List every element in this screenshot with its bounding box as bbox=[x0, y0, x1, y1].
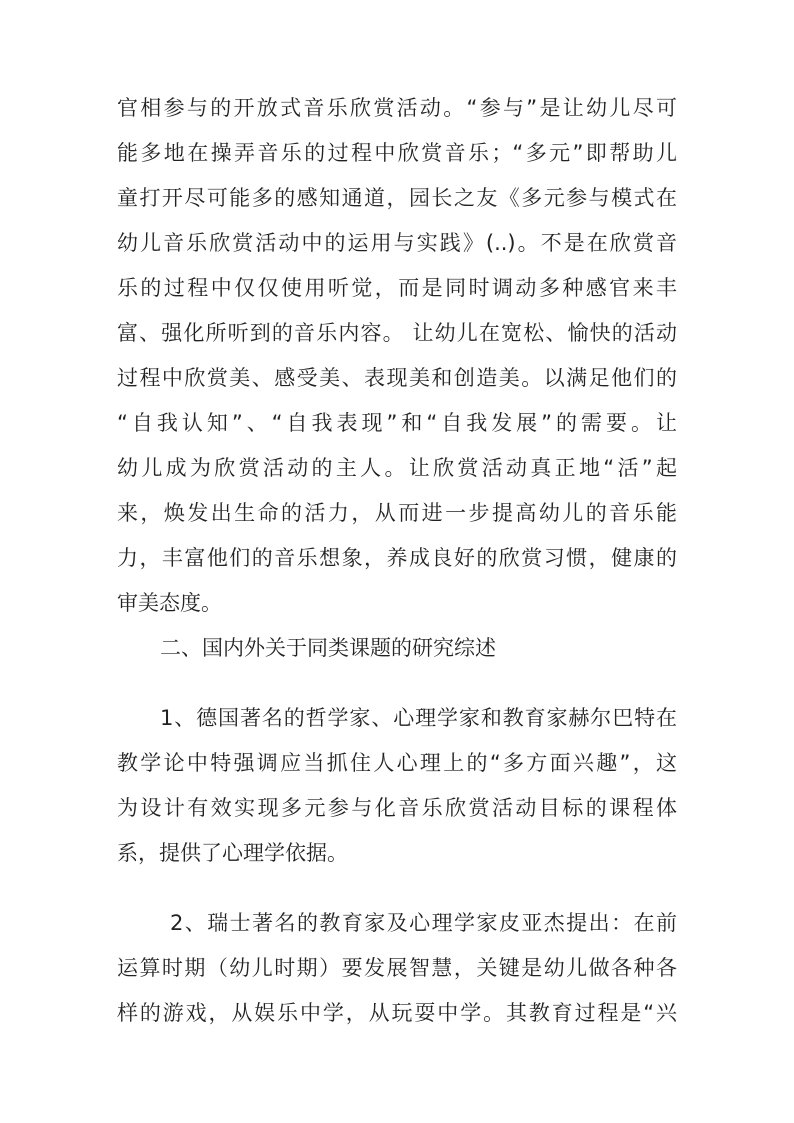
body-text-line: 教学论中特强调应当抓住人心理上的“多方面兴趣”，这 bbox=[117, 751, 677, 775]
body-text-line: 乐的过程中仅仅使用听觉，而是同时调动多种感官来丰 bbox=[117, 276, 677, 300]
body-text-line: 童打开尽可能多的感知通道，园长之友《多元参与模式在 bbox=[117, 186, 677, 210]
body-text-line: 系，提供了心理学依据。 bbox=[117, 841, 348, 865]
body-text-line: 1、德国著名的哲学家、心理学家和教育家赫尔巴特在 bbox=[160, 706, 677, 730]
body-text-line: 来，焕发出生命的活力，从而进一步提高幼儿的音乐能 bbox=[117, 501, 677, 525]
body-text-line: 2、瑞士著名的教育家及心理学家皮亚杰提出：在前 bbox=[170, 911, 677, 935]
body-text-line: 官相参与的开放式音乐欣赏活动。“参与”是让幼儿尽可 bbox=[117, 96, 677, 120]
body-text-line: 力，丰富他们的音乐想象，养成良好的欣赏习惯，健康的 bbox=[117, 546, 677, 570]
body-text-line: 过程中欣赏美、感受美、表现美和创造美。以满足他们的 bbox=[117, 366, 677, 390]
body-text-line: 运算时期（幼儿时期）要发展智慧，关键是幼儿做各种各 bbox=[117, 956, 677, 980]
body-text-line: 幼儿成为欣赏活动的主人。让欣赏活动真正地“活”起 bbox=[117, 456, 677, 480]
section-heading: 二、国内外关于同类课题的研究综述 bbox=[160, 636, 496, 660]
body-text-line: 富、强化所听到的音乐内容。 让幼儿在宽松、愉快的活动 bbox=[117, 321, 677, 345]
body-text-line: 能多地在操弄音乐的过程中欣赏音乐；“多元”即帮助儿 bbox=[117, 141, 677, 165]
body-text-line: 审美态度。 bbox=[117, 591, 222, 615]
body-text-line: 为设计有效实现多元参与化音乐欣赏活动目标的课程体 bbox=[117, 796, 677, 820]
body-text-line: 幼儿音乐欣赏活动中的运用与实践》(..)。不是在欣赏音 bbox=[117, 231, 677, 255]
body-text-line: “自我认知”、“自我表现”和“自我发展”的需要。让 bbox=[117, 411, 677, 435]
body-text-line: 样的游戏，从娱乐中学，从玩耍中学。其教育过程是“兴 bbox=[117, 1001, 677, 1025]
